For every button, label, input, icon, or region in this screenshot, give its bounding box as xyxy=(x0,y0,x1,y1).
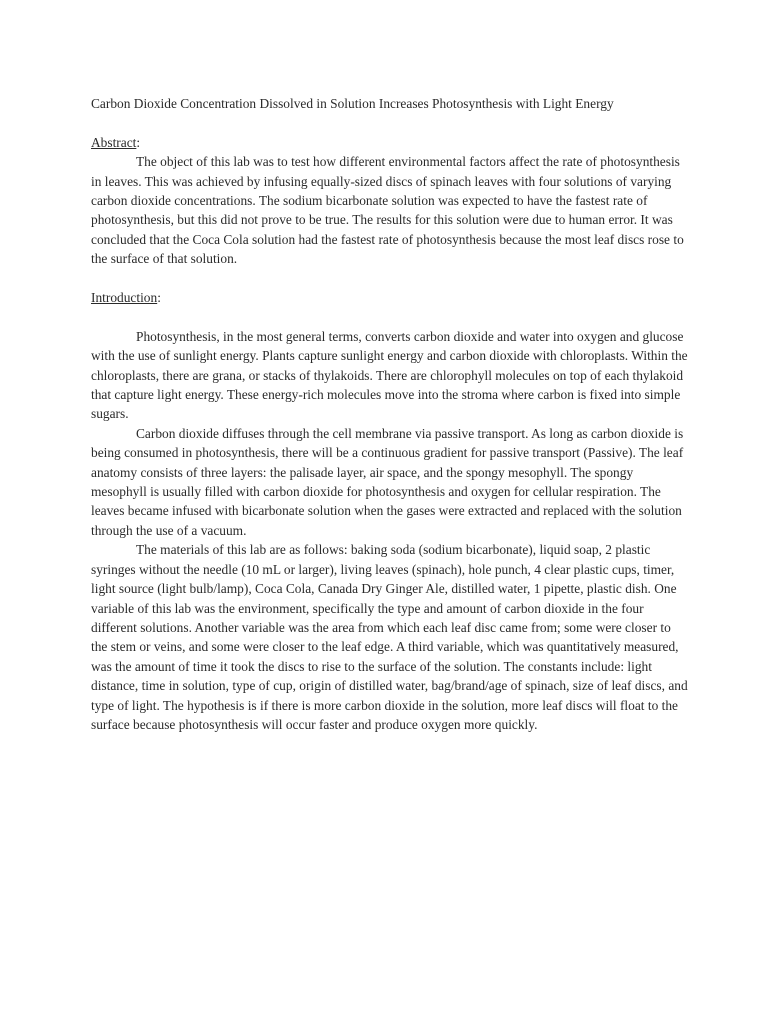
abstract-heading-text: Abstract xyxy=(91,134,137,150)
document-page xyxy=(91,94,689,734)
introduction-paragraph-3: The materials of this lab are as follows: baking soda (sodium bicarbonate), liquid soap, 2 plastic syringes without the needle (10 mL or larger), living leaves (spinach), hole punch, 4 clear plastic cups, timer, light source (light bulb/lamp), Coca Cola, Canada Dry Ginger Ale, distilled water, 1 pipette, plastic dish. One variable of this lab was the environment, specifically the type and amount of carbon dioxide in the four different solutions. Another variable was the area from which each leaf disc came from; some were closer to the stem or veins, and some were closer to the leaf edge. A third variable, which was quantitatively measured, was the amount of time it took the discs to rise to the surface of the solution. The constants include: light distance, time in solution, type of cup, origin of distilled water, bag/brand/age of spinach, size of leaf discs, and type of light. The hypothesis is if there is more carbon dioxide in the solution, more leaf discs will float to the surface because photosynthesis will occur faster and produce oxygen more quickly. xyxy=(91,542,688,732)
section-spacer xyxy=(91,307,689,326)
section-spacer xyxy=(91,269,689,288)
introduction-heading-text: Introduction xyxy=(91,290,158,306)
abstract-paragraph: The object of this lab was to test how different environmental factors affect the rate of photosynthesis in leaves. This was achieved by infusing equally-sized discs of spinach leaves with four solutions of varying carbon dioxide concentrations. The sodium bicarbonate solution was expected to have the fastest rate of photosynthesis, but this did not prove to be true. The results for this solution were due to human error. It was concluded that the Coca Cola solution had the fastest rate of photosynthesis because the most leaf discs rose to the surface of that solution. xyxy=(91,154,684,267)
document-title: Carbon Dioxide Concentration Dissolved in Solution Increases Photosynthesis with Light Energy xyxy=(91,96,614,111)
abstract-heading xyxy=(91,133,689,152)
introduction-heading xyxy=(91,288,689,307)
abstract-heading-colon: : xyxy=(136,134,141,150)
introduction-paragraph-2: Carbon dioxide diffuses through the cell membrane via passive transport. As long as carbon dioxide is being consumed in photosynthesis, there will be a continuous gradient for passive transport (Passive). The leaf anatomy consists of three layers: the palisade layer, air space, and the spongy mesophyll. The spongy mesophyll is usually filled with carbon dioxide for photosynthesis and oxygen for cellular respiration. The leaves became infused with bicarbonate solution when the gases were extracted and replaced with the solution through the use of a vacuum. xyxy=(91,425,684,538)
introduction-paragraph-1: Photosynthesis, in the most general terms, converts carbon dioxide and water into oxygen and glucose with the use of sunlight energy. Plants capture sunlight energy and carbon dioxide with chloroplasts. Within the chloroplasts, there are grana, or stacks of thylakoids. There are chlorophyll molecules on top of each thylakoid that capture light energy. These energy-rich molecules move into the stroma where carbon is fixed into simple sugars. xyxy=(91,328,688,422)
introduction-heading-colon: : xyxy=(157,290,161,306)
